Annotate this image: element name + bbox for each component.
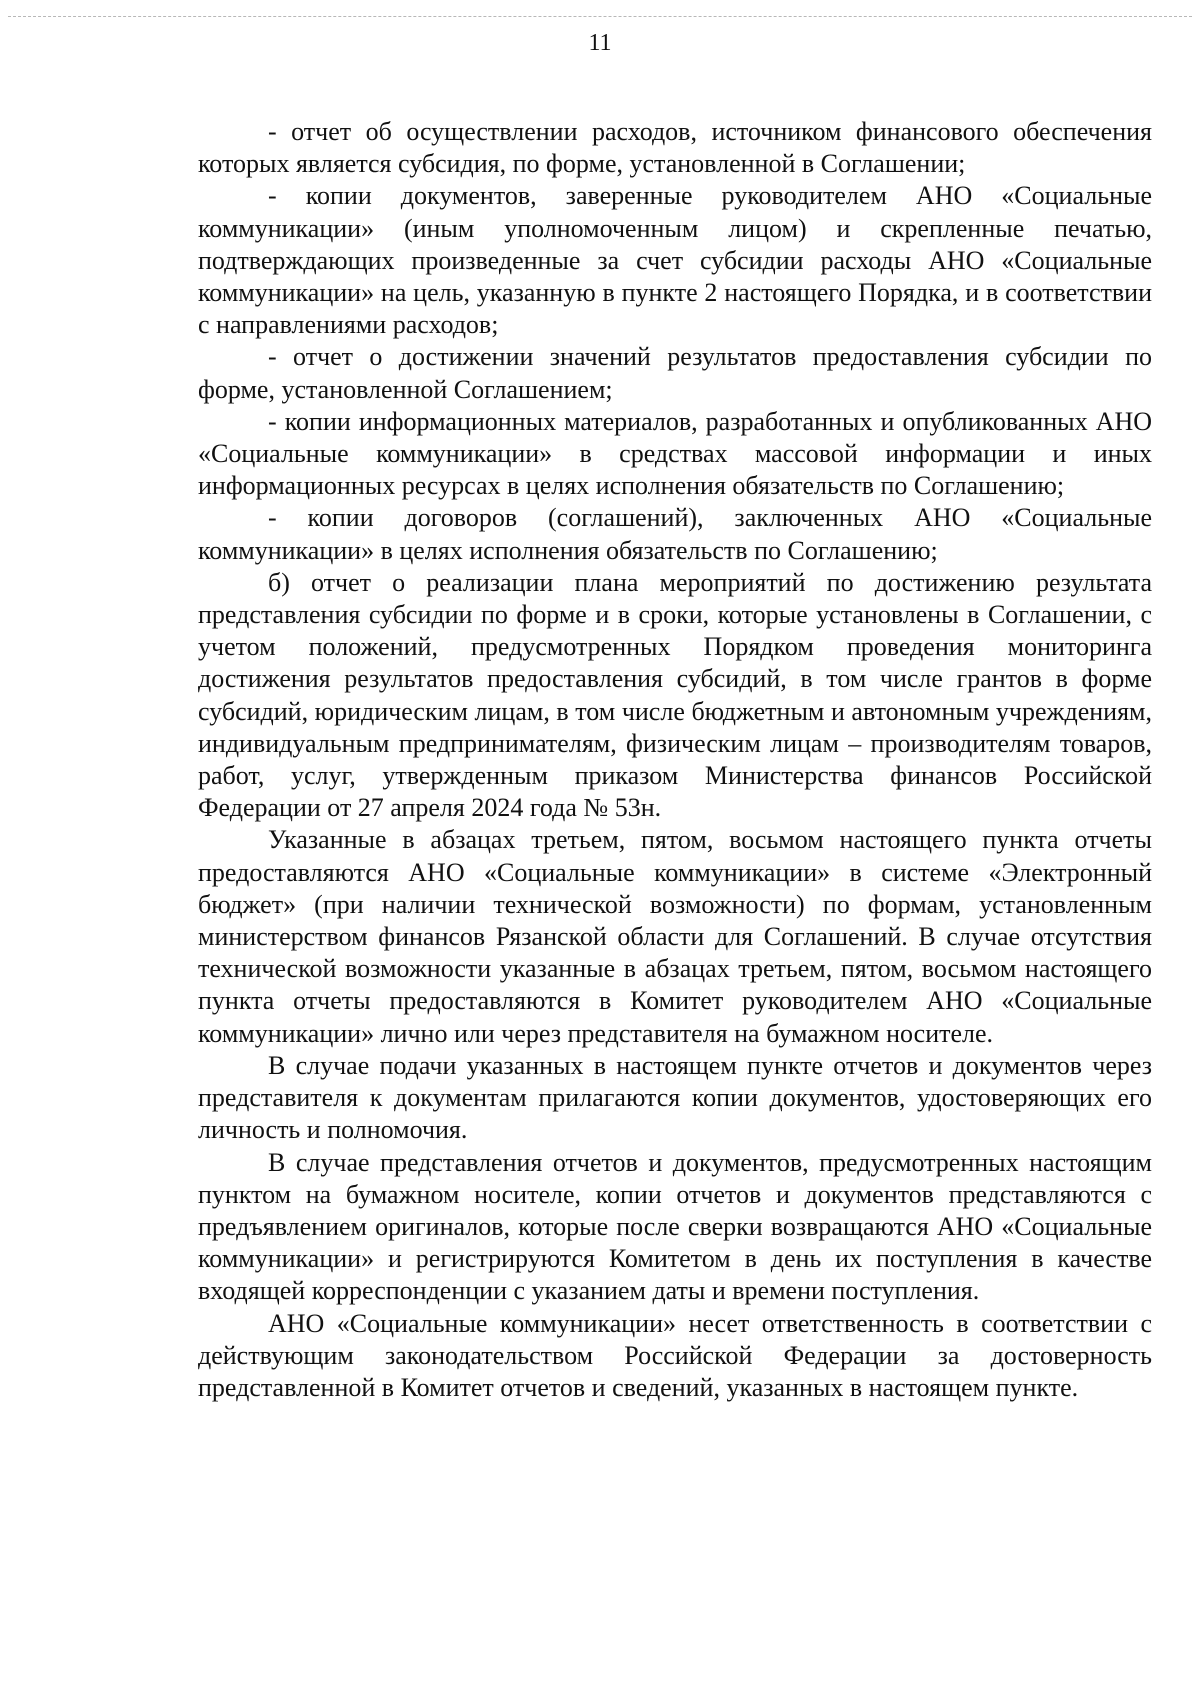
paragraph-info-materials: - копии информационных материалов, разработанных и опубликованных АНО «Социальные коммуникации» в средствах массовой информации и иных информационных ресурсах в целях исполнения обязательств по Соглашению; xyxy=(198,406,1152,501)
paragraph-document-copies: - копии документов, заверенные руководителем АНО «Социальные коммуникации» (иным уполномоченным лицом) и скрепленные печатью, подтверждающих произведенные за счет субсидии расходы АНО «Социальные коммуникации» на цель, указанную в пункте 2 настоящего Порядка, и в соответствии с направлениями расходов; xyxy=(198,181,1152,340)
page-number: 11 xyxy=(588,30,612,56)
paragraph-results-report: - отчет о достижении значений результатов предоставления субсидии по форме, установленной Соглашением; xyxy=(198,342,1152,404)
paragraph-representative: В случае подачи указанных в настоящем пункте отчетов и документов через представителя к документам прилагаются копии документов, удостоверяющих его личность и полномочия. xyxy=(198,1050,1152,1145)
paragraph-responsibility: АНО «Социальные коммуникации» несет ответственность в соответствии с действующим законодательством Российской Федерации за достоверность представленной в Комитет отчетов и сведений, указанных в настоящем пункте. xyxy=(198,1308,1152,1402)
paragraph-reports-submission: Указанные в абзацах третьем, пятом, восьмом настоящего пункта отчеты предоставляются АНО «Социальные коммуникации» в системе «Электронный бюджет» (при наличии технической возможности) по формам, установленным министерством финансов Рязанской области для Соглашений. В случае отсутствия технической возможности указанные в абзацах третьем, пятом, восьмом настоящего пункта отчеты предоставляются в Комитет руководителем АНО «Социальные коммуникации» лично или через представителя на бумажном носителе. xyxy=(198,825,1152,1048)
paragraph-plan-report: б) отчет о реализации плана мероприятий по достижению результата представления субсидии по форме и в сроки, которые установлены в Соглашении, с учетом положений, предусмотренных Порядком проведения мониторинга достижения результатов предоставления субсидий, в том числе грантов в форме субсидий, юридическим лицам, в том числе бюджетным и автономным учреждениям, индивидуальным предпринимателям, физическим лицам – производителям товаров, работ, услуг, утвержденным приказом Министерства финансов Российской Федерации от 27 апреля 2024 года № 53н. xyxy=(198,567,1152,823)
paragraph-paper-submission: В случае представления отчетов и документов, предусмотренных настоящим пунктом на бумажном носителе, копии отчетов и документов представляются с предъявлением оригиналов, которые после сверки возвращаются АНО «Социальные коммуникации» и регистрируются Комитетом в день их поступления в качестве входящей корреспонденции с указанием даты и времени поступления. xyxy=(198,1147,1152,1306)
paragraph-contract-copies: - копии договоров (соглашений), заключенных АНО «Социальные коммуникации» в целях исполнения обязательств по Соглашению; xyxy=(198,503,1152,565)
paragraph-expense-report: - отчет об осуществлении расходов, источником финансового обеспечения которых является субсидия, по форме, установленной в Соглашении; xyxy=(198,117,1152,179)
scan-edge-line xyxy=(8,16,1192,17)
document-body xyxy=(198,116,1152,1404)
